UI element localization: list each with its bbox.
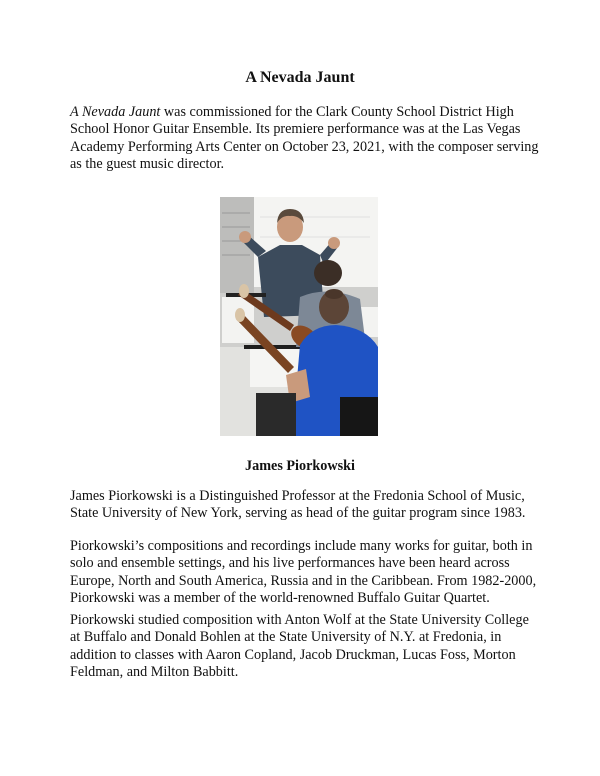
bio-paragraph-2: Piorkowski’s compositions and recordings include many works for guitar, both in solo and ensemble settings, and his live performances have been heard across Europe, North and South America, Russia and in the Caribbean. From 1982-2000, Piorkowski was a member of the world-renowned Buffalo Guitar Quartet.: [70, 538, 537, 607]
intro-paragraph: [70, 104, 540, 174]
bio-paragraph-1: James Piorkowski is a Distinguished Professor at the Fredonia School of Music, State University of New York, serving as head of the guitar program since 1983.: [70, 488, 526, 522]
composer-name: James Piorkowski: [245, 458, 355, 474]
work-title-italic: A Nevada Jaunt: [70, 104, 161, 120]
conductor-photo: [220, 197, 378, 436]
page-title: A Nevada Jaunt: [245, 69, 355, 86]
bio-paragraph-3: Piorkowski studied composition with Anton Wolf at the State University College at Buffalo and Donald Bohlen at the State University of N.Y. at Fredonia, in addition to classes with Aaron Copland, Jacob Druckman, Lucas Foss, Morton Feldman, and Milton Babbitt.: [70, 612, 529, 681]
intro-text: was commissioned for the Clark County School District High School Honor Guitar Ensemble. Its premiere performance was at the Las Vegas Academy Performing Arts Center on October 23, 2021, with the composer serving as the guest music director.: [70, 104, 539, 173]
